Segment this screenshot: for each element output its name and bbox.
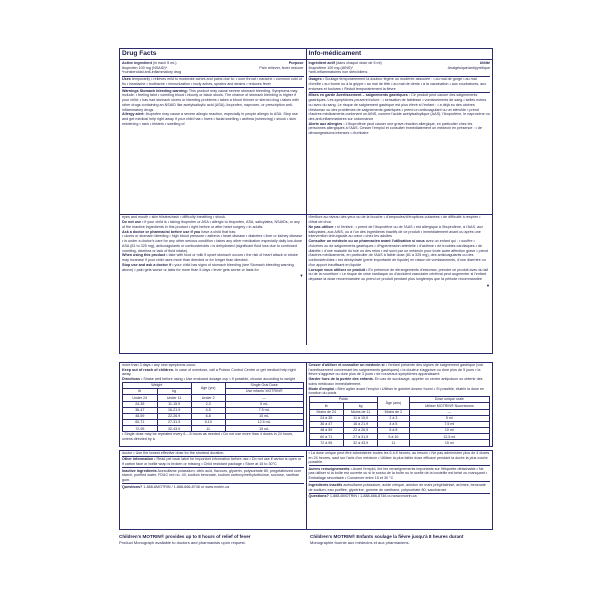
footer (119, 534, 493, 545)
dosing-table-fr: Poids Âge (ans) Dose unique orale lb kg Utiliser MOTRIN® Nourrissons Moins de 24 Moins de 11 Moins de 2 — 24 à 35 11 à 15,9 2 à 3 5 ml 36 à 47 16 à 21,9 4 à 5 7,5 ml 48 à 59 22 à 26,9 6 à 8 10 ml 60 à 71 27 à 31,9 9 à 10 12,5 ml 72 à 95 32 à 43,9 11 15 ml (309, 396, 491, 447)
table-cell: 12.5 mL (225, 420, 303, 426)
table-cell: 6-8 (191, 413, 225, 419)
footer-tagline-fr: Children's MOTRIN® Enfants soulage la fièvre jusqu'à 8 heures durant (310, 534, 464, 539)
table-cell: — (225, 395, 303, 401)
table-cell: 24 à 35 (309, 415, 344, 421)
table-cell: 4-5 (191, 407, 225, 413)
continued-arrow-icon: ▼ (299, 273, 304, 279)
ingredient-text: Ibuprofen 100 mg (NSAID)* (122, 65, 168, 70)
french-other-column: • La dose unique peut être administrée toutes les 6 à 8 heures, au besoin • Ne pas administrer plus de 4 doses en 24 heures, sauf sur l'avis d'un médecin • Utiliser la plus faible dose efficace pendant la durée la plus courte possible. Autres renseignements • Avant l'emploi, lire les renseignements importants sur l'étiquette détachable • Ne pas utiliser si la boîte est ouverte ou si le sceau de la boîte ou le scellé de la bouteille est brisé ou manquant • Emballage sécuritaire • Conserver entre 15 et 30 °C Ingrédients inactifs acésulfame-potassium, acide citrique, amidon de maïs prégélatinisé, arômes, benzoate de sodium, eau purifiée, glycérine, gomme de xanthane, polysorbate 80, saccharose Questions? 1-888-6MOTRIN / 1-888-666-8746 ou www.motrin.ca (306, 451, 493, 529)
table-cell: 16-21.9 (157, 407, 191, 413)
dosing-rows-fr (309, 409, 490, 446)
table-cell: 15 mL (225, 426, 303, 432)
table-cell: 11-15.9 (157, 401, 191, 407)
french-dosing-column: Cesser d'utiliser et consulter un médecin si • l'enfant présente des signes de saignement gastrique (voir l'avertissement concernant les saignements gastriques) • la douleur s'aggrave ou dure plus de 5 jours • la fièvre s'aggrave ou dure plus de 3 jours • de nouveaux symptômes apparaissent Garder hors de la portée des enfants. En cas de surdosage, appeler un centre antipoison ou obtenir des soins médicaux immédiatement. Mode d'emploi • Bien agiter avant l'emploi • Utiliser le gobelet doseur fourni • Si possible, établir la dose en fonction du poids Poids Âge (ans) Dose unique orale lb kg Utiliser MOTRIN® Nourrissons Moins de 24 Moins de 11 Moins de 2 — 24 à 35 11 à 15,9 2 à 3 5 ml 36 à 47 16 à 21,9 4 à 5 7,5 ml 48 à 59 22 à 26,9 6 à 8 10 ml 60 à 71 27 à 31,9 9 à 10 12,5 ml 72 à 95 32 à 43,9 11 15 ml (306, 363, 493, 446)
table-cell: Under 11 (157, 395, 191, 401)
stop-use-heading: Stop use and ask a doctor if (122, 262, 172, 267)
autres-renseignements-heading: Autres renseignements (308, 466, 350, 471)
keep-out-heading: Keep out of reach of children. (122, 367, 175, 372)
allergy-heading: Allergy alert: (122, 112, 145, 117)
continued-arrow-icon: ▼ (486, 282, 490, 288)
dosing-table: Weight Age (yrs) Single Oral Dose lb kg Use infants' MOTRIN® Under 24 Under 11 Under 2 — 24-35 11-15.9 2-3 5 mL 36-47 16-21.9 4-5 7.5 mL 48-59 22-26.9 6-8 10 mL 60-71 27-31.9 9-10 12.5 mL 72-95 32-43.9 11 15 mL (122, 382, 304, 433)
directions-heading: Directions (122, 377, 141, 382)
table-cell: 60 à 71 (309, 434, 344, 440)
ingredients-inactifs-heading: Ingrédients inactifs (308, 482, 343, 487)
purpose-text: Pain reliever, fever reducer (259, 65, 304, 70)
table-cell: 7,5 ml (409, 421, 489, 427)
footer-note-fr: Monographie fournie aux médecins et aux pharmaciens. (310, 539, 410, 545)
drug-facts-title: Drug Facts (120, 49, 307, 59)
table-cell: 9-10 (191, 420, 225, 426)
french-column: Ingrédient actif (dans chaque dose de 5 ml) Utilité Ibuprofène 100 mg (AINS)* Analgésique/antipyrétique *anti-inflammatoires non stéroïdiens Usages • Soulage temporairement la douleur légère ou modérée associée : • au mal de gorge • au mal d'oreille • au rhume ou à la grippe • au mal de tête • au mal de dents • à la vaccination • aux courbatures, aux entorses et foulures • Réduit temporairement la fièvre Mises en garde Avertissement – saignements gastriques : Ce produit peut causer des saignements gastriques. Les symptômes peuvent inclure : • sensation de faiblesse • vomissements de sang • selles noires ou avec du sang. Le risque de saignement gastrique est plus élevé si l'enfant : • a déjà eu des ulcères d'estomac ou des problèmes de saignements gastriques • prend un anticoagulant ou un stéroïde • prend d'autres médicaments contenant un AINS, comme l'acide acétylsalicylique (AAS), l'ibuprofène, le naproxène ou des anti-inflammatoires sur ordonnance Alerte aux allergies : L'ibuprofène peut causer une grave réaction allergique, en particulier chez les personnes allergiques à l'AAS. Cesser l'emploi et consulter immédiatement un médecin en présence : • de démangeaisons intenses • d'urticaire (306, 60, 493, 214)
table-cell: 24-35 (123, 401, 158, 407)
footnote: *nonsteroidal anti-inflammatory drug (122, 70, 182, 75)
table-cell: 48 à 59 (309, 428, 344, 434)
table-cell: 72 à 95 (309, 440, 344, 446)
drug-facts-panel-bottom (119, 450, 493, 530)
table-cell: 72-95 (123, 426, 158, 432)
table-cell: 9 à 10 (378, 434, 409, 440)
table-cell: 36-47 (123, 407, 158, 413)
dosing-rows-en (123, 395, 304, 432)
panel-header (120, 49, 492, 60)
table-cell: 32-43.9 (157, 426, 191, 432)
french-column-continued: d'enflure au niveau des yeux ou de la bouche • d'ampoules/d'éruptions cutanées • de difficulté à respirer • d'état de choc Ne pas utiliser • si l'enfant : • prend de l'ibuprofène ou de l'AAS • est allergique à l'ibuprofène, à l'AAS, aux salicylates, aux AINS, ou à l'un des ingrédients inactifs de ce produit • immédiatement avant ou après une intervention chirurgicale au cœur • chez les adultes Consulter un médecin ou un pharmacien avant l'utilisation si vous avez un enfant qui : • souffre • d'ulcères ou de saignements gastriques • d'hypertension artérielle • d'asthme • de troubles cardiaques • de diabète • d'une maladie du foie ou des reins • est suivi par un médecin pour toute autre affection grave • prend d'autres médicaments, en particulier de l'AAS à faible dose (81 à 325 mg), des anticoagulants ou des corticostéroïdes • est déshydraté (perte importante de liquide) en raison de vomissements, d'une diarrhée ou d'un apport insuffisant en liquide Lorsque vous utilisez ce produit • En présence de dérangements d'estomac, prendre ce produit avec du lait ou de la nourriture • Le risque de crise cardiaque ou d'accident vasculaire cérébral peut augmenter si l'enfant dépasse la dose recommandée ou prend ce produit pendant plus longtemps que la période recommandée ▼ (306, 215, 493, 345)
purpose-heading: Purpose (288, 60, 304, 65)
table-cell: 2-3 (191, 401, 225, 407)
do-not-use-heading: Do not use (122, 220, 142, 225)
ingredient-actif-heading: Ingrédient actif (308, 60, 335, 65)
table-cell: 16 à 21,9 (344, 421, 378, 427)
table-cell: 27 à 31,9 (344, 434, 378, 440)
warnings-text: This product may cause severe stomach bleeding. Symptoms may include: • feeling faint • vomiting blood • bloody or black stools. The chance of stomach bleeding is higher if your child: • has had stomach ulcers or bleeding problems • takes a blood thinner or steroid drug • takes with other drugs containing an NSAID like acetylsalicylic acid (ASA), ibuprofen, naproxen, or prescription anti-inflammatory drugs (122, 88, 299, 112)
alerte-allergies-heading: Alerte aux allergies : (308, 121, 345, 126)
ask-doctor-heading: Ask a doctor or pharmacist before use if you (122, 229, 201, 234)
table-cell: 27-31.9 (157, 420, 191, 426)
footer-note-en: Product Monograph available to doctors and pharmacists upon request. (119, 539, 246, 545)
table-cell: 11 (191, 426, 225, 432)
table-cell: Under 24 (123, 395, 158, 401)
table-cell: Under 2 (191, 395, 225, 401)
table-row (309, 440, 490, 446)
table-cell: 4 à 5 (378, 421, 409, 427)
top-lower-columns (120, 214, 492, 345)
table-cell: 11 (378, 440, 409, 446)
table-cell: 11 à 15,9 (344, 415, 378, 421)
table-cell: 48-59 (123, 413, 158, 419)
table-cell: 10 ml (409, 428, 489, 434)
english-column: Active ingredient (in each 5 mL) Purpose Ibuprofen 100 mg (NSAID)* Pain reliever, fever reducer *nonsteroidal anti-inflammatory drug Uses temporarily • relieves mild to moderate aches and pains due to: • sore throat • earache • common cold or flu • headache • toothache • immunization • body aches, sprains and strains • reduces fever Warnings Stomach bleeding warning: This product may cause severe stomach bleeding. Symptoms may include: • feeling faint • vomiting blood • bloody or black stools. The chance of stomach bleeding is higher if your child: • has had stomach ulcers or bleeding problems • takes a blood thinner or steroid drug • takes with other drugs containing an NSAID like acetylsalicylic acid (ASA), ibuprofen, naproxen, or prescription anti-inflammatory drugs Allergy alert: Ibuprofen may cause a severe allergic reaction, especially in people allergic to ASA. Stop use and get medical help right away if your child has • hives • facial swelling • asthma (wheezing) • shock • skin reddening • rash • blisters • swelling of (122, 60, 304, 126)
table-cell: 7.5 mL (225, 407, 303, 413)
table-cell: 5 mL (225, 401, 303, 407)
uses-heading: Uses (122, 77, 131, 82)
english-dosing-column: more than 3 days • any new symptoms occur. Keep out of reach of children. In case of overdose, call a Poison Control Centre or get medical help right away. Directions • Shake well before using • Use enclosed dosage cup • If possible, choose according to weight Weight Age (yrs) Single Oral Dose lb kg Use infants' MOTRIN® Under 24 Under 11 Under 2 — 24-35 11-15.9 2-3 5 mL 36-47 16-21.9 4-5 7.5 mL 48-59 22-26.9 6-8 10 mL 60-71 27-31.9 9-10 12.5 mL 72-95 32-43.9 11 15 mL • Single dose may be repeated every 6 – 8 hours as needed • Do not use more than 4 doses in 24 hours, unless directed by a (120, 363, 306, 446)
table-cell: Moins de 11 (344, 409, 378, 415)
english-column-continued: eyes and mouth • skin blisters/rash • difficulty breathing • shock. Do not use • if your child is • taking ibuprofen or ASA • allergic to ibuprofen, ASA, salicylates, NSAIDs, or any of the inactive ingredients in this product • right before or after heart surgery • in adults. Ask a doctor or pharmacist before use if you have a child that has: • ulcers or stomach bleeding • high blood pressure • asthma • heart disease • diabetes • liver or kidney disease • is under a doctor's care for any other serious condition • takes any other medication especially daily low-dose ASA (81 to 325 mg), anticoagulants or corticosteroids • is dehydrated (significant fluid loss due to continued vomiting, diarrhea or lack of fluid intake). When using this product • take with food or milk if upset stomach occurs • the risk of heart attack or stroke may increase if your child uses more than directed or for longer than directed. Stop use and ask a doctor if • your child has signs of stomach bleeding (see Stomach bleeding warning above) • pain gets worse or lasts for more than 5 days • fever gets worse or lasts for ▼ (122, 215, 304, 279)
inactive-ingredients-heading: Inactive ingredients (122, 468, 157, 473)
english-other-column: doctor • Use the lowest effective dose for the shortest duration. Other information • Read pet back label for important information before use • Do not use if carton is open or if carton face or bottle wrap is broken or missing • Child resistant package • Store at 15 to 30°C Inactive ingredients Acesulfame potassium, citric acid, flavours, glycerin, polysorbate 80, pregelatinized corn starch, purified water, FD&C red no. 40, sodium benzoate, sodium carboxymethylcellulose, sucrose, xanthan gum. Questions? 1-888-6MOTRIN / 1-888-666-8746 or www.motrin.ca (120, 451, 306, 529)
active-ingredient-heading: Active ingredient (122, 60, 152, 65)
table-cell: 2 à 3 (378, 415, 409, 421)
table-cell: — (409, 409, 489, 415)
table-cell: 22 à 26,9 (344, 428, 378, 434)
table-cell: 36 à 47 (309, 421, 344, 427)
table-cell: 10 mL (225, 413, 303, 419)
other-information-heading: Other information (122, 457, 154, 462)
allergy-text: Ibuprofen may cause a severe allergic reaction, especially in people allergic to ASA. Stop use and get medical help right away if your child has • hives • facial swelling • asthma (wheezing) • shock • skin reddening • rash • blisters • swelling of (122, 112, 298, 126)
table-row (123, 426, 304, 432)
uses-text: temporarily • relieves mild to moderate aches and pains due to: • sore throat • earache • common cold or flu • headache • toothache • immunization • body aches, sprains and strains • reduces fever (122, 77, 303, 86)
garder-hors-heading: Garder hors de la portée des enfants. (308, 377, 374, 382)
table-cell: Moins de 2 (378, 409, 409, 415)
drug-facts-panel-top (119, 48, 493, 354)
when-using-heading: When using this product (122, 253, 166, 258)
table-cell: 15 ml (409, 440, 489, 446)
table-cell: 5 ml (409, 415, 489, 421)
table-cell: 32 à 43,9 (344, 440, 378, 446)
footer-tagline-en: Children's MOTRIN® provides up to 8 hours of relief of fever (119, 534, 251, 539)
utilite-heading: Utilité (479, 60, 490, 65)
top-upper-columns (120, 60, 492, 214)
mises-en-garde-heading: Mises en garde (308, 93, 336, 98)
drug-facts-panel-middle (119, 362, 493, 447)
table-cell: 22-26.9 (157, 413, 191, 419)
questions-heading: Questions? (122, 484, 143, 489)
table-cell: Moins de 24 (309, 409, 344, 415)
info-medicament-title: Info-médicament (308, 50, 362, 57)
table-cell: 6 à 8 (378, 428, 409, 434)
table-cell: 60-71 (123, 420, 158, 426)
usages-heading: Usages (308, 77, 322, 82)
table-cell: 12,5 ml (409, 434, 489, 440)
mode-emploi-heading: Mode d'emploi (308, 386, 335, 391)
warnings-heading: Warnings (122, 88, 139, 93)
